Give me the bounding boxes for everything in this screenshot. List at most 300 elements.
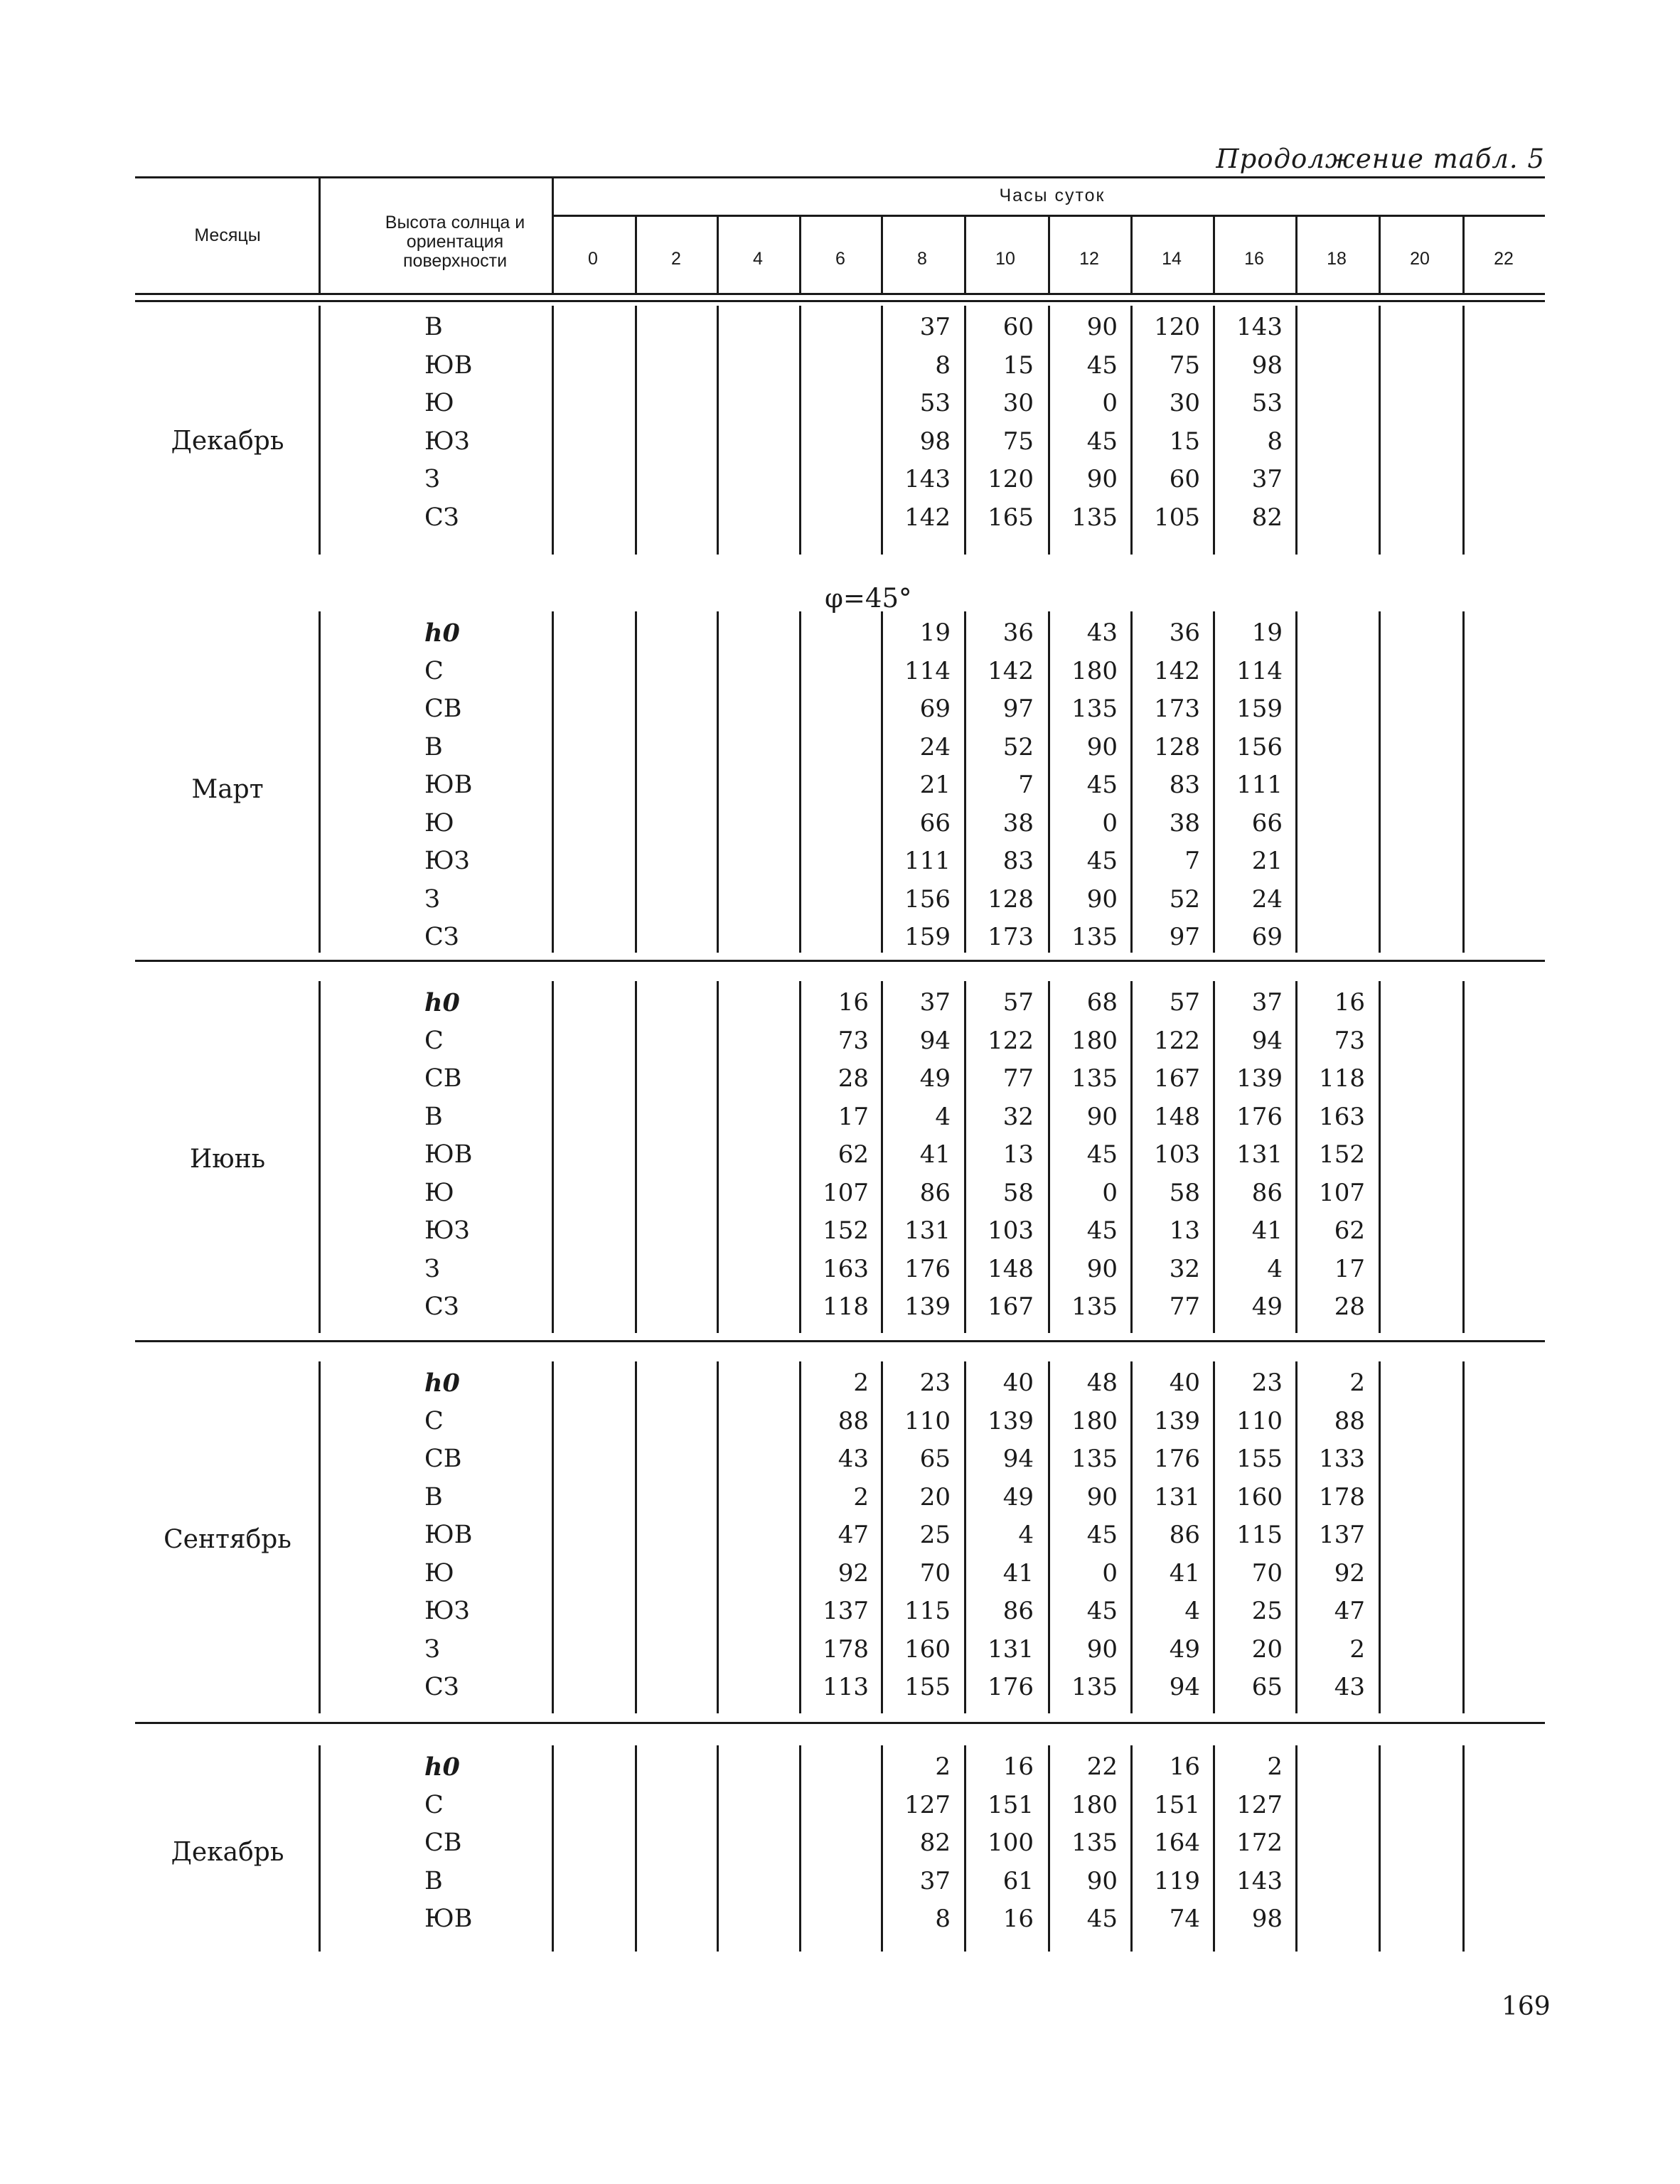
table-cell: 20: [1251, 1634, 1283, 1664]
sun-height-symbol: h0: [424, 1369, 460, 1398]
month-label: Декабрь: [171, 427, 284, 456]
table-cell: 164: [1154, 1829, 1200, 1857]
table-cell: 127: [904, 1790, 951, 1819]
column-divider: [881, 306, 883, 555]
header-orientation: Высота солнца и ориентация поверхности: [385, 213, 525, 271]
table-cell: 180: [1071, 656, 1118, 685]
header-hour-label: 18: [1327, 249, 1347, 269]
table-cell: 167: [988, 1292, 1034, 1321]
orientation-label: С: [424, 1790, 444, 1819]
column-divider: [964, 611, 966, 953]
header-hour-label: 4: [753, 249, 763, 269]
table-cell: 90: [1086, 1254, 1118, 1283]
orientation-label: З: [424, 1634, 440, 1664]
month-label: Сентябрь: [164, 1525, 291, 1554]
table-cell: 57: [1002, 988, 1034, 1017]
table-cell: 173: [988, 923, 1034, 951]
section-rule: [135, 1340, 1545, 1342]
table-cell: 135: [1071, 923, 1118, 951]
header-hour-label: 20: [1410, 249, 1430, 269]
table-cell: 88: [1334, 1406, 1365, 1435]
table-cell: 15: [1169, 427, 1200, 456]
table-cell: 148: [988, 1254, 1034, 1283]
table-cell: 30: [1002, 389, 1034, 417]
table-cell: 47: [1334, 1597, 1365, 1625]
table-cell: 107: [1319, 1178, 1365, 1207]
table-cell: 86: [1251, 1178, 1283, 1207]
table-cell: 152: [823, 1216, 869, 1245]
table-cell: 2: [1349, 1369, 1365, 1397]
table-cell: 139: [1236, 1064, 1283, 1093]
column-divider: [1462, 981, 1465, 1333]
orientation-label: СВ: [424, 1445, 462, 1473]
header-hour-label: 14: [1162, 249, 1182, 269]
table-cell: 77: [1002, 1064, 1034, 1093]
table-cell: 36: [1002, 619, 1034, 647]
orientation-label: СВ: [424, 1829, 462, 1857]
table-cell: 4: [1267, 1254, 1283, 1283]
table-cell: 143: [1236, 313, 1283, 341]
column-divider: [799, 1361, 801, 1713]
orientation-label: СЗ: [424, 503, 459, 532]
table-cell: 135: [1071, 1829, 1118, 1857]
table-cell: 83: [1169, 771, 1200, 799]
table-cell: 107: [823, 1178, 869, 1207]
table-cell: 119: [1154, 1866, 1200, 1895]
table-cell: 98: [1251, 1905, 1283, 1933]
column-divider: [1213, 1361, 1215, 1713]
table-cell: 90: [1086, 732, 1118, 761]
table-cell: 16: [1002, 1905, 1034, 1933]
orientation-label: Ю: [424, 1178, 454, 1207]
header-hour-label: 10: [995, 249, 1015, 269]
column-divider: [552, 1745, 554, 1952]
table-cell: 176: [1236, 1102, 1283, 1131]
table-cell: 131: [904, 1216, 951, 1245]
table-cell: 58: [1169, 1178, 1200, 1207]
column-divider: [964, 306, 966, 555]
table-cell: 8: [1267, 427, 1283, 456]
orientation-label: [424, 1752, 460, 1782]
table-cell: 28: [1334, 1292, 1365, 1321]
table-cell: 23: [1251, 1369, 1283, 1397]
table-cell: 75: [1169, 350, 1200, 380]
table-cell: 16: [838, 988, 869, 1017]
orientation-label: ЮВ: [424, 1905, 473, 1933]
table-cell: 0: [1102, 1178, 1118, 1207]
table-cell: 45: [1086, 1905, 1118, 1933]
column-divider: [964, 1745, 966, 1952]
table-cell: 45: [1086, 1521, 1118, 1549]
table-cell: 45: [1086, 771, 1118, 799]
table-cell: 28: [838, 1064, 869, 1093]
column-divider: [552, 1361, 554, 1713]
orientation-label: С: [424, 1406, 444, 1435]
table-cell: 139: [904, 1292, 951, 1321]
table-cell: 180: [1071, 1790, 1118, 1819]
table-cell: 19: [919, 619, 951, 647]
table-cell: 32: [1002, 1102, 1034, 1131]
table-cell: 2: [853, 1482, 869, 1511]
table-cell: 25: [1251, 1597, 1283, 1625]
table-cell: 103: [988, 1216, 1034, 1245]
table-cell: 45: [1086, 350, 1118, 380]
header-hour-label: 8: [917, 249, 927, 269]
table-cell: 21: [919, 771, 951, 799]
table-cell: 135: [1071, 1673, 1118, 1701]
table-cell: 58: [1002, 1178, 1034, 1207]
table-cell: 24: [919, 732, 951, 761]
table-cell: 41: [1169, 1558, 1200, 1588]
table-cell: 2: [1349, 1634, 1365, 1664]
table-cell: 13: [1169, 1216, 1200, 1245]
column-divider: [1213, 306, 1215, 555]
table-cell: 88: [838, 1406, 869, 1435]
orientation-label: ЮВ: [424, 1140, 473, 1169]
orientation-label: ЮВ: [424, 350, 473, 380]
table-cell: 20: [919, 1482, 951, 1511]
table-cell: 43: [1334, 1673, 1365, 1701]
table-cell: 110: [1236, 1406, 1283, 1435]
column-divider: [881, 981, 883, 1333]
column-divider: [717, 611, 719, 953]
column-divider: [1462, 306, 1465, 555]
orientation-label: С: [424, 1026, 444, 1055]
table-cell: 97: [1002, 695, 1034, 723]
column-divider: [1213, 611, 1215, 953]
column-divider: [635, 1745, 637, 1952]
table-cell: 82: [919, 1829, 951, 1857]
column-divider: [1130, 1361, 1133, 1713]
table-cell: 8: [935, 350, 951, 380]
table-cell: 83: [1002, 847, 1034, 875]
column-divider: [1048, 306, 1050, 555]
orientation-label: СЗ: [424, 923, 459, 951]
column-divider: [881, 611, 883, 953]
column-divider: [1379, 1361, 1381, 1713]
orientation-label: З: [424, 465, 440, 493]
table-cell: 118: [1319, 1064, 1365, 1093]
header-top-rule: [135, 176, 1545, 178]
orientation-label: СВ: [424, 695, 462, 723]
orientation-label: [424, 619, 460, 648]
table-cell: 139: [988, 1406, 1034, 1435]
table-cell: 47: [838, 1521, 869, 1549]
table-cell: 97: [1169, 923, 1200, 951]
table-cell: 62: [838, 1140, 869, 1169]
table-cell: 38: [1002, 808, 1034, 837]
table-cell: 167: [1154, 1064, 1200, 1093]
table-cell: 60: [1169, 465, 1200, 493]
column-divider: [799, 611, 801, 953]
table-cell: 40: [1002, 1369, 1034, 1397]
sun-height-symbol: h0: [424, 988, 460, 1017]
table-cell: 115: [1236, 1521, 1283, 1549]
section-rule: [135, 1722, 1545, 1724]
column-divider: [881, 1745, 883, 1952]
table-cell: 137: [823, 1597, 869, 1625]
table-cell: 137: [1319, 1521, 1365, 1549]
table-cell: 127: [1236, 1790, 1283, 1819]
table-cell: 128: [1154, 732, 1200, 761]
table-cell: 176: [988, 1673, 1034, 1701]
column-divider: [1130, 981, 1133, 1333]
table-cell: 66: [1251, 808, 1283, 837]
header-divider-orient: [552, 176, 554, 293]
orientation-label: ЮВ: [424, 771, 473, 799]
column-divider: [1462, 611, 1465, 953]
table-cell: 53: [1251, 389, 1283, 417]
table-cell: 40: [1169, 1369, 1200, 1397]
orientation-label: Ю: [424, 1558, 454, 1588]
table-cell: 60: [1002, 313, 1034, 341]
table-cell: 43: [838, 1445, 869, 1473]
orientation-label: СВ: [424, 1064, 462, 1093]
column-divider: [1379, 611, 1381, 953]
month-label: Июнь: [189, 1145, 266, 1174]
column-divider: [1295, 1745, 1298, 1952]
table-cell: 156: [904, 884, 951, 914]
column-divider: [1295, 981, 1298, 1333]
column-divider: [1048, 1745, 1050, 1952]
table-cell: 94: [1002, 1445, 1034, 1473]
table-cell: 45: [1086, 1597, 1118, 1625]
table-cell: 16: [1002, 1752, 1034, 1781]
header-hours-title: Часы суток: [999, 186, 1106, 205]
column-divider: [552, 306, 554, 555]
table-cell: 178: [823, 1634, 869, 1664]
table-cell: 45: [1086, 847, 1118, 875]
column-divider: [1213, 1745, 1215, 1952]
page-number: 169: [1502, 1992, 1551, 2021]
table-cell: 120: [1154, 313, 1200, 341]
table-cell: 70: [1251, 1558, 1283, 1588]
table-cell: 156: [1236, 732, 1283, 761]
column-divider: [1295, 611, 1298, 953]
table-cell: 172: [1236, 1829, 1283, 1857]
table-cell: 180: [1071, 1026, 1118, 1055]
table-cell: 143: [1236, 1866, 1283, 1895]
table-cell: 151: [988, 1790, 1034, 1819]
table-cell: 53: [919, 389, 951, 417]
table-cell: 86: [1002, 1597, 1034, 1625]
table-cell: 90: [1086, 1102, 1118, 1131]
column-divider: [1379, 306, 1381, 555]
table-cell: 122: [1154, 1026, 1200, 1055]
column-divider: [1295, 1361, 1298, 1713]
table-cell: 23: [919, 1369, 951, 1397]
table-cell: 66: [919, 808, 951, 837]
table-cell: 2: [1267, 1752, 1283, 1781]
table-cell: 57: [1169, 988, 1200, 1017]
table-cell: 90: [1086, 465, 1118, 493]
table-cell: 160: [904, 1634, 951, 1664]
column-divider: [717, 981, 719, 1333]
table-cell: 65: [1251, 1673, 1283, 1701]
table-cell: 32: [1169, 1254, 1200, 1283]
table-cell: 143: [904, 465, 951, 493]
table-cell: 133: [1319, 1445, 1365, 1473]
table-cell: 135: [1071, 1292, 1118, 1321]
table-cell: 49: [1251, 1292, 1283, 1321]
table-cell: 0: [1102, 389, 1118, 417]
table-cell: 131: [988, 1634, 1034, 1664]
table-cell: 113: [823, 1673, 869, 1701]
column-divider: [964, 981, 966, 1333]
table-cell: 163: [823, 1254, 869, 1283]
table-cell: 118: [823, 1292, 869, 1321]
table-cell: 155: [904, 1673, 951, 1701]
column-divider: [1295, 306, 1298, 555]
table-cell: 120: [988, 465, 1034, 493]
table-cell: 37: [919, 988, 951, 1017]
table-cell: 135: [1071, 1445, 1118, 1473]
column-divider: [799, 1745, 801, 1952]
table-cell: 151: [1154, 1790, 1200, 1819]
table-cell: 21: [1251, 847, 1283, 875]
table-cell: 159: [904, 923, 951, 951]
table-cell: 176: [1154, 1445, 1200, 1473]
orientation-label: СЗ: [424, 1673, 459, 1701]
table-cell: 86: [919, 1178, 951, 1207]
table-cell: 114: [904, 656, 951, 685]
table-cell: 45: [1086, 1140, 1118, 1169]
table-cell: 135: [1071, 1064, 1118, 1093]
table-cell: 77: [1169, 1292, 1200, 1321]
table-cell: 69: [919, 695, 951, 723]
orientation-label: В: [424, 1482, 443, 1511]
header-hour-label: 16: [1244, 249, 1264, 269]
table-cell: 24: [1251, 884, 1283, 914]
table-cell: 128: [988, 884, 1034, 914]
column-divider: [552, 981, 554, 1333]
orientation-label: Ю: [424, 389, 454, 417]
column-divider: [1130, 611, 1133, 953]
header-hour-label: 2: [671, 249, 681, 269]
table-cell: 176: [904, 1254, 951, 1283]
table-cell: 37: [919, 1866, 951, 1895]
column-divider: [799, 306, 801, 555]
table-cell: 173: [1154, 695, 1200, 723]
latitude-label: φ=45°: [825, 583, 912, 614]
table-cell: 142: [1154, 656, 1200, 685]
column-divider: [635, 611, 637, 953]
column-divider: [635, 306, 637, 555]
month-label: Декабрь: [171, 1838, 284, 1867]
column-divider: [1213, 981, 1215, 1333]
table-cell: 131: [1154, 1482, 1200, 1511]
table-cell: 8: [935, 1905, 951, 1933]
table-cell: 69: [1251, 923, 1283, 951]
table-cell: 90: [1086, 1866, 1118, 1895]
table-cell: 94: [1169, 1673, 1200, 1701]
table-cell: 155: [1236, 1445, 1283, 1473]
column-divider: [881, 1361, 883, 1713]
table-cell: 92: [838, 1558, 869, 1588]
table-cell: 165: [988, 503, 1034, 532]
table-cell: 163: [1319, 1102, 1365, 1131]
column-divider: [964, 1361, 966, 1713]
column-divider: [1462, 1361, 1465, 1713]
table-cell: 115: [904, 1597, 951, 1625]
table-cell: 135: [1071, 503, 1118, 532]
orientation-label: З: [424, 1254, 440, 1283]
table-cell: 7: [1018, 771, 1034, 799]
header-hour-label: 12: [1079, 249, 1099, 269]
table-cell: 74: [1169, 1905, 1200, 1933]
table-cell: 100: [988, 1829, 1034, 1857]
sun-height-symbol: h0: [424, 1752, 460, 1782]
column-divider: [1379, 981, 1381, 1333]
table-cell: 16: [1334, 988, 1365, 1017]
table-cell: 41: [1251, 1216, 1283, 1245]
table-cell: 15: [1002, 350, 1034, 380]
table-cell: 52: [1002, 732, 1034, 761]
orientation-label: В: [424, 313, 443, 341]
table-cell: 178: [1319, 1482, 1365, 1511]
table-cell: 37: [1251, 465, 1283, 493]
month-label: Март: [191, 775, 264, 804]
section-rule: [135, 300, 1545, 302]
table-cell: 82: [1251, 503, 1283, 532]
column-divider: [717, 1361, 719, 1713]
table-cell: 41: [1002, 1558, 1034, 1588]
table-cell: 111: [1236, 771, 1283, 799]
table-cell: 90: [1086, 1482, 1118, 1511]
orientation-label: З: [424, 884, 440, 914]
table-cell: 16: [1169, 1752, 1200, 1781]
table-cell: 2: [935, 1752, 951, 1781]
column-divider: [1462, 1745, 1465, 1952]
table-cell: 90: [1086, 1634, 1118, 1664]
table-cell: 114: [1236, 656, 1283, 685]
table-cell: 98: [919, 427, 951, 456]
header-bottom-rule: [135, 293, 1545, 295]
column-divider: [1130, 1745, 1133, 1952]
column-divider: [1048, 1361, 1050, 1713]
header-hour-label: 22: [1494, 249, 1514, 269]
table-cell: 4: [1184, 1597, 1200, 1625]
column-divider: [799, 981, 801, 1333]
table-cell: 122: [988, 1026, 1034, 1055]
table-cell: 159: [1236, 695, 1283, 723]
table-cell: 139: [1154, 1406, 1200, 1435]
header-months: Месяцы: [194, 225, 261, 245]
table-cell: 2: [853, 1369, 869, 1397]
table-cell: 4: [1018, 1521, 1034, 1549]
orientation-label: ЮВ: [424, 1521, 473, 1549]
table-cell: 25: [919, 1521, 951, 1549]
column-divider: [717, 1745, 719, 1952]
table-cell: 160: [1236, 1482, 1283, 1511]
table-cell: 90: [1086, 313, 1118, 341]
table-cell: 73: [838, 1026, 869, 1055]
table-cell: 0: [1102, 1558, 1118, 1588]
table-cell: 73: [1334, 1026, 1365, 1055]
orientation-label: ЮЗ: [424, 1597, 470, 1625]
table-cell: 45: [1086, 1216, 1118, 1245]
column-divider: [1379, 1745, 1381, 1952]
table-cell: 75: [1002, 427, 1034, 456]
table-cell: 68: [1086, 988, 1118, 1017]
sun-height-symbol: h0: [424, 619, 460, 648]
orientation-label: СЗ: [424, 1292, 459, 1321]
table-cell: 49: [1169, 1634, 1200, 1664]
orientation-label: ЮЗ: [424, 427, 470, 456]
header-hour-label: 0: [588, 249, 598, 269]
table-cell: 180: [1071, 1406, 1118, 1435]
table-cell: 19: [1251, 619, 1283, 647]
